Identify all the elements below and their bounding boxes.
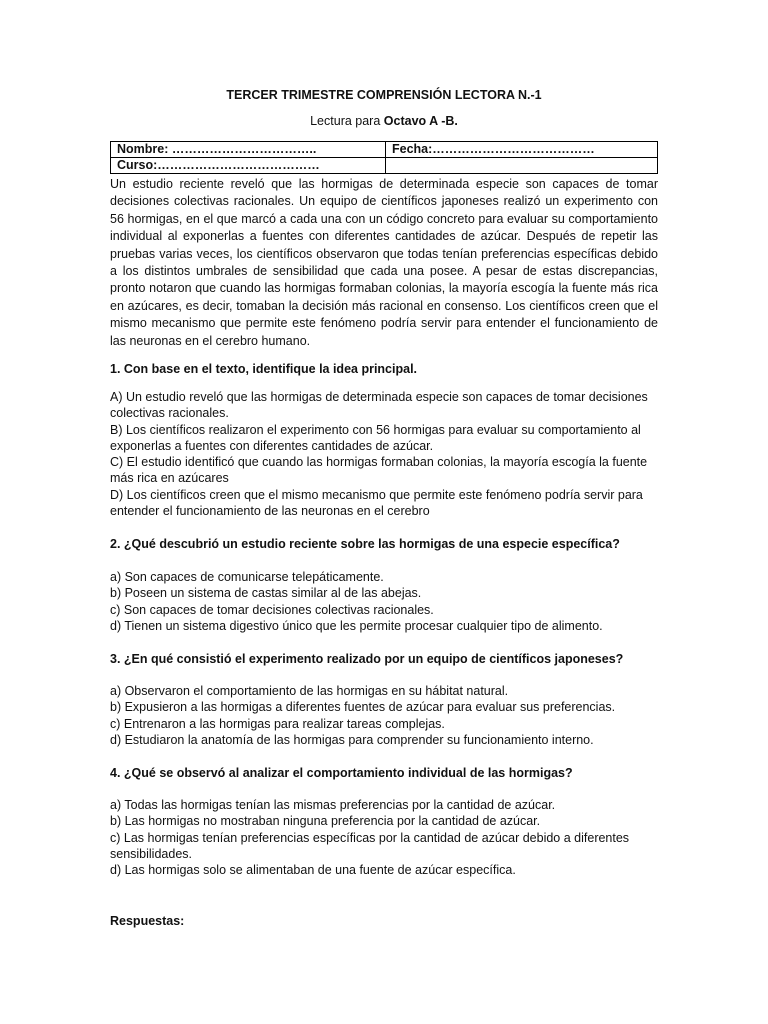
reading-passage: Un estudio reciente reveló que las hormigas de determinada especie son capaces de tomar decisiones colectivas racionales. Un equipo de científicos japoneses realizó un experimento con 56 hormigas, en el que marcó a cada una con un código concreto para evaluar su comportamiento individual al exponerlas a fuentes con diferentes cantidades de azúcar. Después de repetir las pruebas varias veces, los científicos observaron que todas tenían preferencias específicas debido a los distintos umbrales de sensibilidad que cada una posee. A pesar de estas discrepancias, pronto notaron que cuando las hormigas formaban colonias, la mayoría escogía la fuente más rica en azúcares, es decir, tomaban la decisión más racional en consenso. Los científicos creen que el mismo mecanismo que permite este fenómeno podría servir para entender el funcionamiento de las neuronas en el cerebro humano. [110, 177, 658, 348]
question-4 [110, 765, 658, 781]
course-field: Curso:………………………………… [111, 158, 386, 174]
option: b) Poseen un sistema de castas similar al de las abejas. [110, 586, 422, 601]
empty-cell [386, 158, 658, 174]
option: a) Observaron el comportamiento de las hormigas en su hábitat natural. [110, 684, 509, 698]
document-title: TERCER TRIMESTRE COMPRENSIÓN LECTORA N.-1 [226, 88, 542, 102]
question-text: 3. ¿En qué consistió el experimento realizado por un equipo de científicos japoneses? [110, 652, 624, 666]
question-2 [110, 536, 658, 552]
option: C) El estudio identificó que cuando las hormigas formaban colonias, la mayoría escogía la fuente más rica en azúcares [110, 455, 648, 486]
document-subtitle [110, 114, 658, 128]
question-text: 2. ¿Qué descubrió un estudio reciente sobre las hormigas de una especie específica? [110, 537, 620, 551]
question-text: 1. Con base en el texto, identifique la idea principal. [110, 362, 418, 376]
question-3 [110, 651, 658, 667]
question-3-options [110, 683, 658, 748]
option: D) Los científicos creen que el mismo mecanismo que permite este fenómeno podría servir para entender el funcionamiento de las neuronas en el cerebro [110, 487, 643, 519]
option: a) Son capaces de comunicarse telepáticamente. [110, 570, 384, 584]
option: B) Los científicos realizaron el experimento con 56 hormigas para evaluar su comportamiento al exponerlas a fuentes con diferentes cantidades de azúcar. [110, 422, 641, 453]
option: c) Las hormigas tenían preferencias específicas por la cantidad de azúcar debido a diferentes sensibilidades. [110, 830, 630, 861]
option: A) Un estudio reveló que las hormigas de determinada especie son capaces de tomar decisiones colectivas racionales. [110, 390, 648, 421]
date-field: Fecha:………………………………… [386, 142, 658, 158]
option: c) Son capaces de tomar decisiones colectivas racionales. [110, 602, 434, 617]
option: b) Expusieron a las hormigas a diferentes fuentes de azúcar para evaluar sus preferencias. [110, 700, 616, 715]
subtitle-course: Octavo A -B. [383, 114, 458, 128]
question-1 [110, 361, 658, 377]
option: b) Las hormigas no mostraban ninguna preferencia por la cantidad de azúcar. [110, 814, 541, 829]
question-2-options [110, 569, 658, 634]
subtitle-prefix: Lectura para [310, 114, 384, 128]
option: d) Las hormigas solo se alimentaban de una fuente de azúcar específica. [110, 863, 516, 878]
question-1-options [110, 389, 658, 519]
question-text: 4. ¿Qué se observó al analizar el comportamiento individual de las hormigas? [110, 766, 573, 780]
answers-label: Respuestas: [110, 914, 185, 928]
option: d) Tienen un sistema digestivo único que les permite procesar cualquier tipo de alimento. [110, 618, 603, 633]
option: a) Todas las hormigas tenían las mismas preferencias por la cantidad de azúcar. [110, 798, 556, 812]
option: c) Entrenaron a las hormigas para realizar tareas complejas. [110, 716, 445, 731]
student-info-table [110, 141, 658, 174]
question-4-options [110, 797, 658, 878]
name-field: Nombre: …………………………….. [111, 142, 386, 158]
option: d) Estudiaron la anatomía de las hormigas para comprender su funcionamiento interno. [110, 732, 594, 747]
